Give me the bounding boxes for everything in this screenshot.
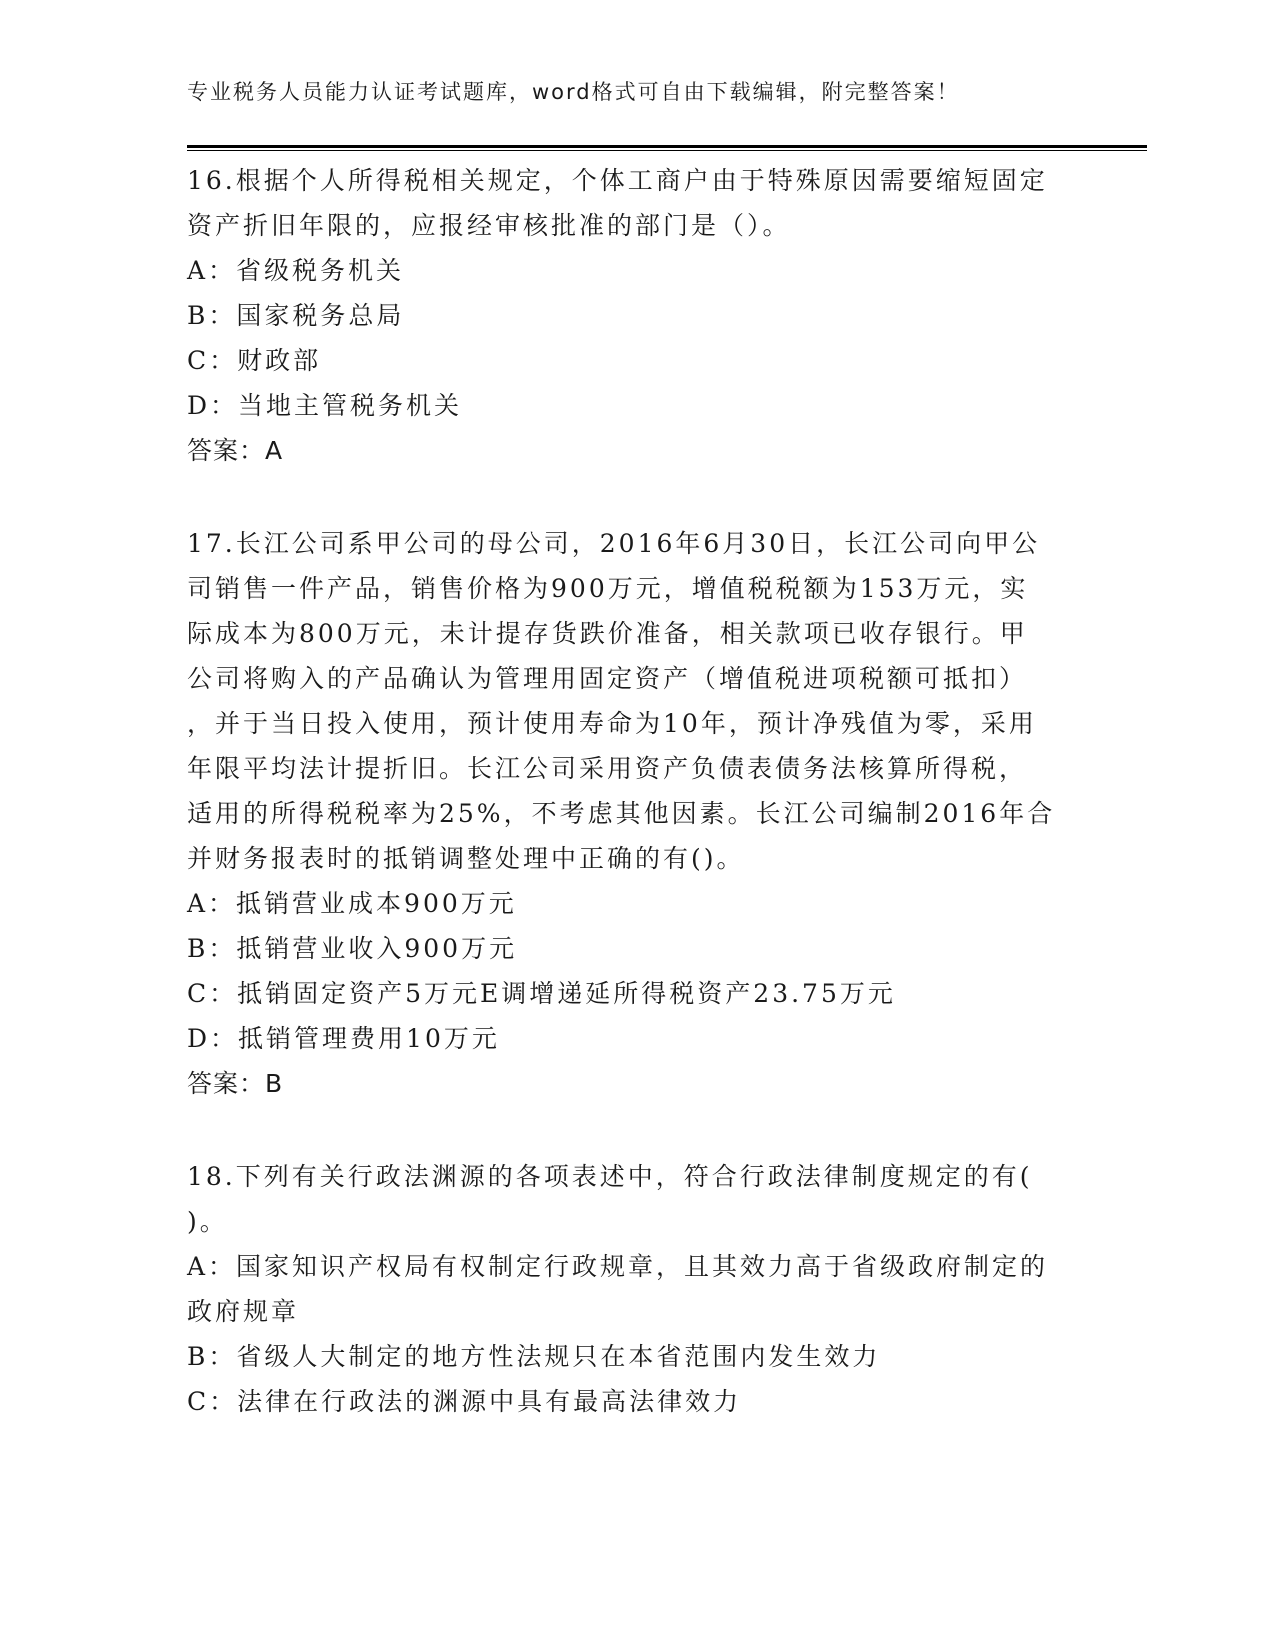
option-c: C：财政部 [187,346,322,375]
option-b: B：抵销营业收入900万元 [187,934,518,963]
question-stem-line: 际成本为800万元，未计提存货跌价准备，相关款项已收存银行。甲 [187,619,1028,648]
question-stem-line: )。 [187,1207,228,1236]
question-18 [187,1154,1077,1424]
option-b: B：省级人大制定的地方性法规只在本省范围内发生效力 [187,1342,881,1371]
question-stem-line: 司销售一件产品，销售价格为900万元，增值税税额为153万元，实 [187,574,1029,603]
question-16 [187,158,1077,473]
question-stem-line: 公司将购入的产品确认为管理用固定资产（增值税进项税额可抵扣） [187,664,1028,693]
question-stem-line: 资产折旧年限的，应报经审核批准的部门是（）。 [187,211,791,240]
option-a-continued: 政府规章 [187,1297,300,1326]
page-header: 专业税务人员能力认证考试题库，word格式可自由下载编辑，附完整答案！ [187,80,960,104]
option-a: A：省级税务机关 [187,256,405,285]
question-stem-line: 年限平均法计提折旧。长江公司采用资产负债表债务法核算所得税， [187,754,1028,783]
header-rule-thick [187,145,1147,148]
option-c: C：法律在行政法的渊源中具有最高法律效力 [187,1387,742,1416]
option-b: B：国家税务总局 [187,301,405,330]
answer: 答案：A [187,436,284,465]
answer: 答案：B [187,1069,284,1098]
question-stem-line: 17.长江公司系甲公司的母公司，2016年6月30日，长江公司向甲公 [187,529,1041,558]
header-rule-thin [187,150,1147,151]
option-d: D：当地主管税务机关 [187,391,463,420]
option-a: A：抵销营业成本900万元 [187,889,517,918]
question-stem-line: ，并于当日投入使用，预计使用寿命为10年，预计净残值为零，采用 [187,709,1037,738]
question-stem-line: 16.根据个人所得税相关规定，个体工商户由于特殊原因需要缩短固定 [187,166,1048,195]
option-d: D：抵销管理费用10万元 [187,1024,500,1053]
question-stem-line: 适用的所得税税率为25%，不考虑其他因素。长江公司编制2016年合 [187,799,1056,828]
question-stem-line: 并财务报表时的抵销调整处理中正确的有()。 [187,844,745,873]
question-stem-line: 18.下列有关行政法渊源的各项表述中，符合行政法律制度规定的有( [187,1162,1033,1191]
option-a: A：国家知识产权局有权制定行政规章，且其效力高于省级政府制定的 [187,1252,1049,1281]
option-c: C：抵销固定资产5万元E调增递延所得税资产23.75万元 [187,979,896,1008]
question-list [187,158,1077,1472]
question-17 [187,521,1077,1106]
